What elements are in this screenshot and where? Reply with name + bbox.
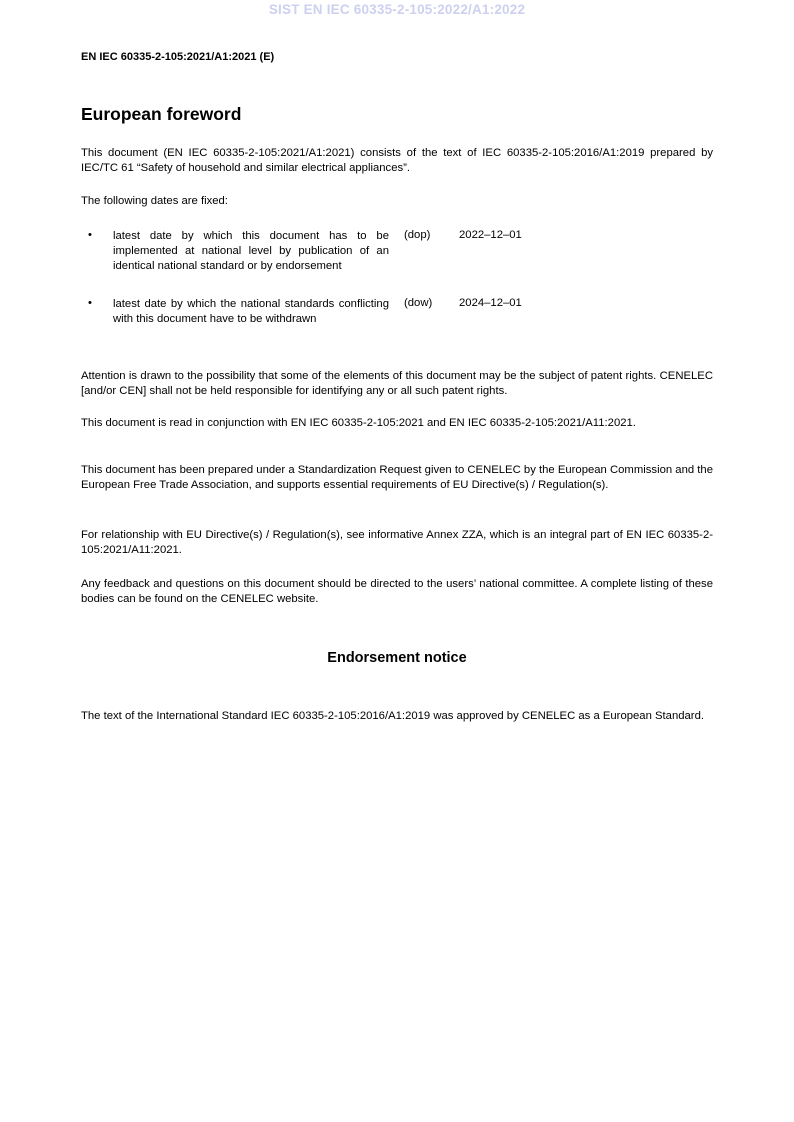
endorsement-heading: Endorsement notice	[327, 650, 467, 666]
relationship-paragraph: For relationship with EU Directive(s) / Regulation(s), see informative Annex ZZA, which is an integral part of EN IEC 60335-2-105:2021/A11:2021.	[81, 529, 713, 556]
feedback-paragraph: Any feedback and questions on this document should be directed to the users’ national committee. A complete listing of these bodies can be found on the CENELEC website.	[81, 578, 713, 605]
date-value: 2024–12–01	[459, 297, 522, 309]
date-description: latest date by which this document has to be implemented at national level by publication of an identical national standard or by endorsement	[113, 230, 389, 272]
dates-intro-paragraph: The following dates are fixed:	[81, 195, 228, 207]
date-abbreviation: (dop)	[404, 229, 431, 241]
date-abbreviation: (dow)	[404, 297, 433, 309]
standardization-paragraph: This document has been prepared under a Standardization Request given to CENELEC by the European Commission and the European Free Trade Association, and supports essential requirements of EU Directive(s) / Regulation(s).	[81, 464, 713, 491]
endorsement-paragraph: The text of the International Standard IEC 60335-2-105:2016/A1:2019 was approved by CENELEC as a European Standard.	[81, 710, 704, 722]
bullet-icon: •	[88, 297, 92, 309]
date-description: latest date by which the national standards conflicting with this document have to be withdrawn	[113, 298, 389, 325]
date-value: 2022–12–01	[459, 229, 522, 241]
bullet-icon: •	[88, 229, 92, 241]
patent-paragraph: Attention is drawn to the possibility that some of the elements of this document may be the subject of patent rights. CENELEC [and/or CEN] shall not be held responsible for identifying any or all such patent rights.	[81, 370, 713, 397]
watermark: SIST EN IEC 60335-2-105:2022/A1:2022	[268, 2, 526, 17]
document-identifier: EN IEC 60335-2-105:2021/A1:2021 (E)	[81, 51, 275, 63]
intro-paragraph: This document (EN IEC 60335-2-105:2021/A1:2021) consists of the text of IEC 60335-2-105:2016/A1:2019 prepared by IEC/TC 61 “Safety of household and similar electrical appliances”.	[81, 147, 713, 174]
conjunction-paragraph: This document is read in conjunction with EN IEC 60335-2-105:2021 and EN IEC 60335-2-105:2021/A11:2021.	[81, 417, 636, 429]
page-title: European foreword	[81, 104, 242, 124]
